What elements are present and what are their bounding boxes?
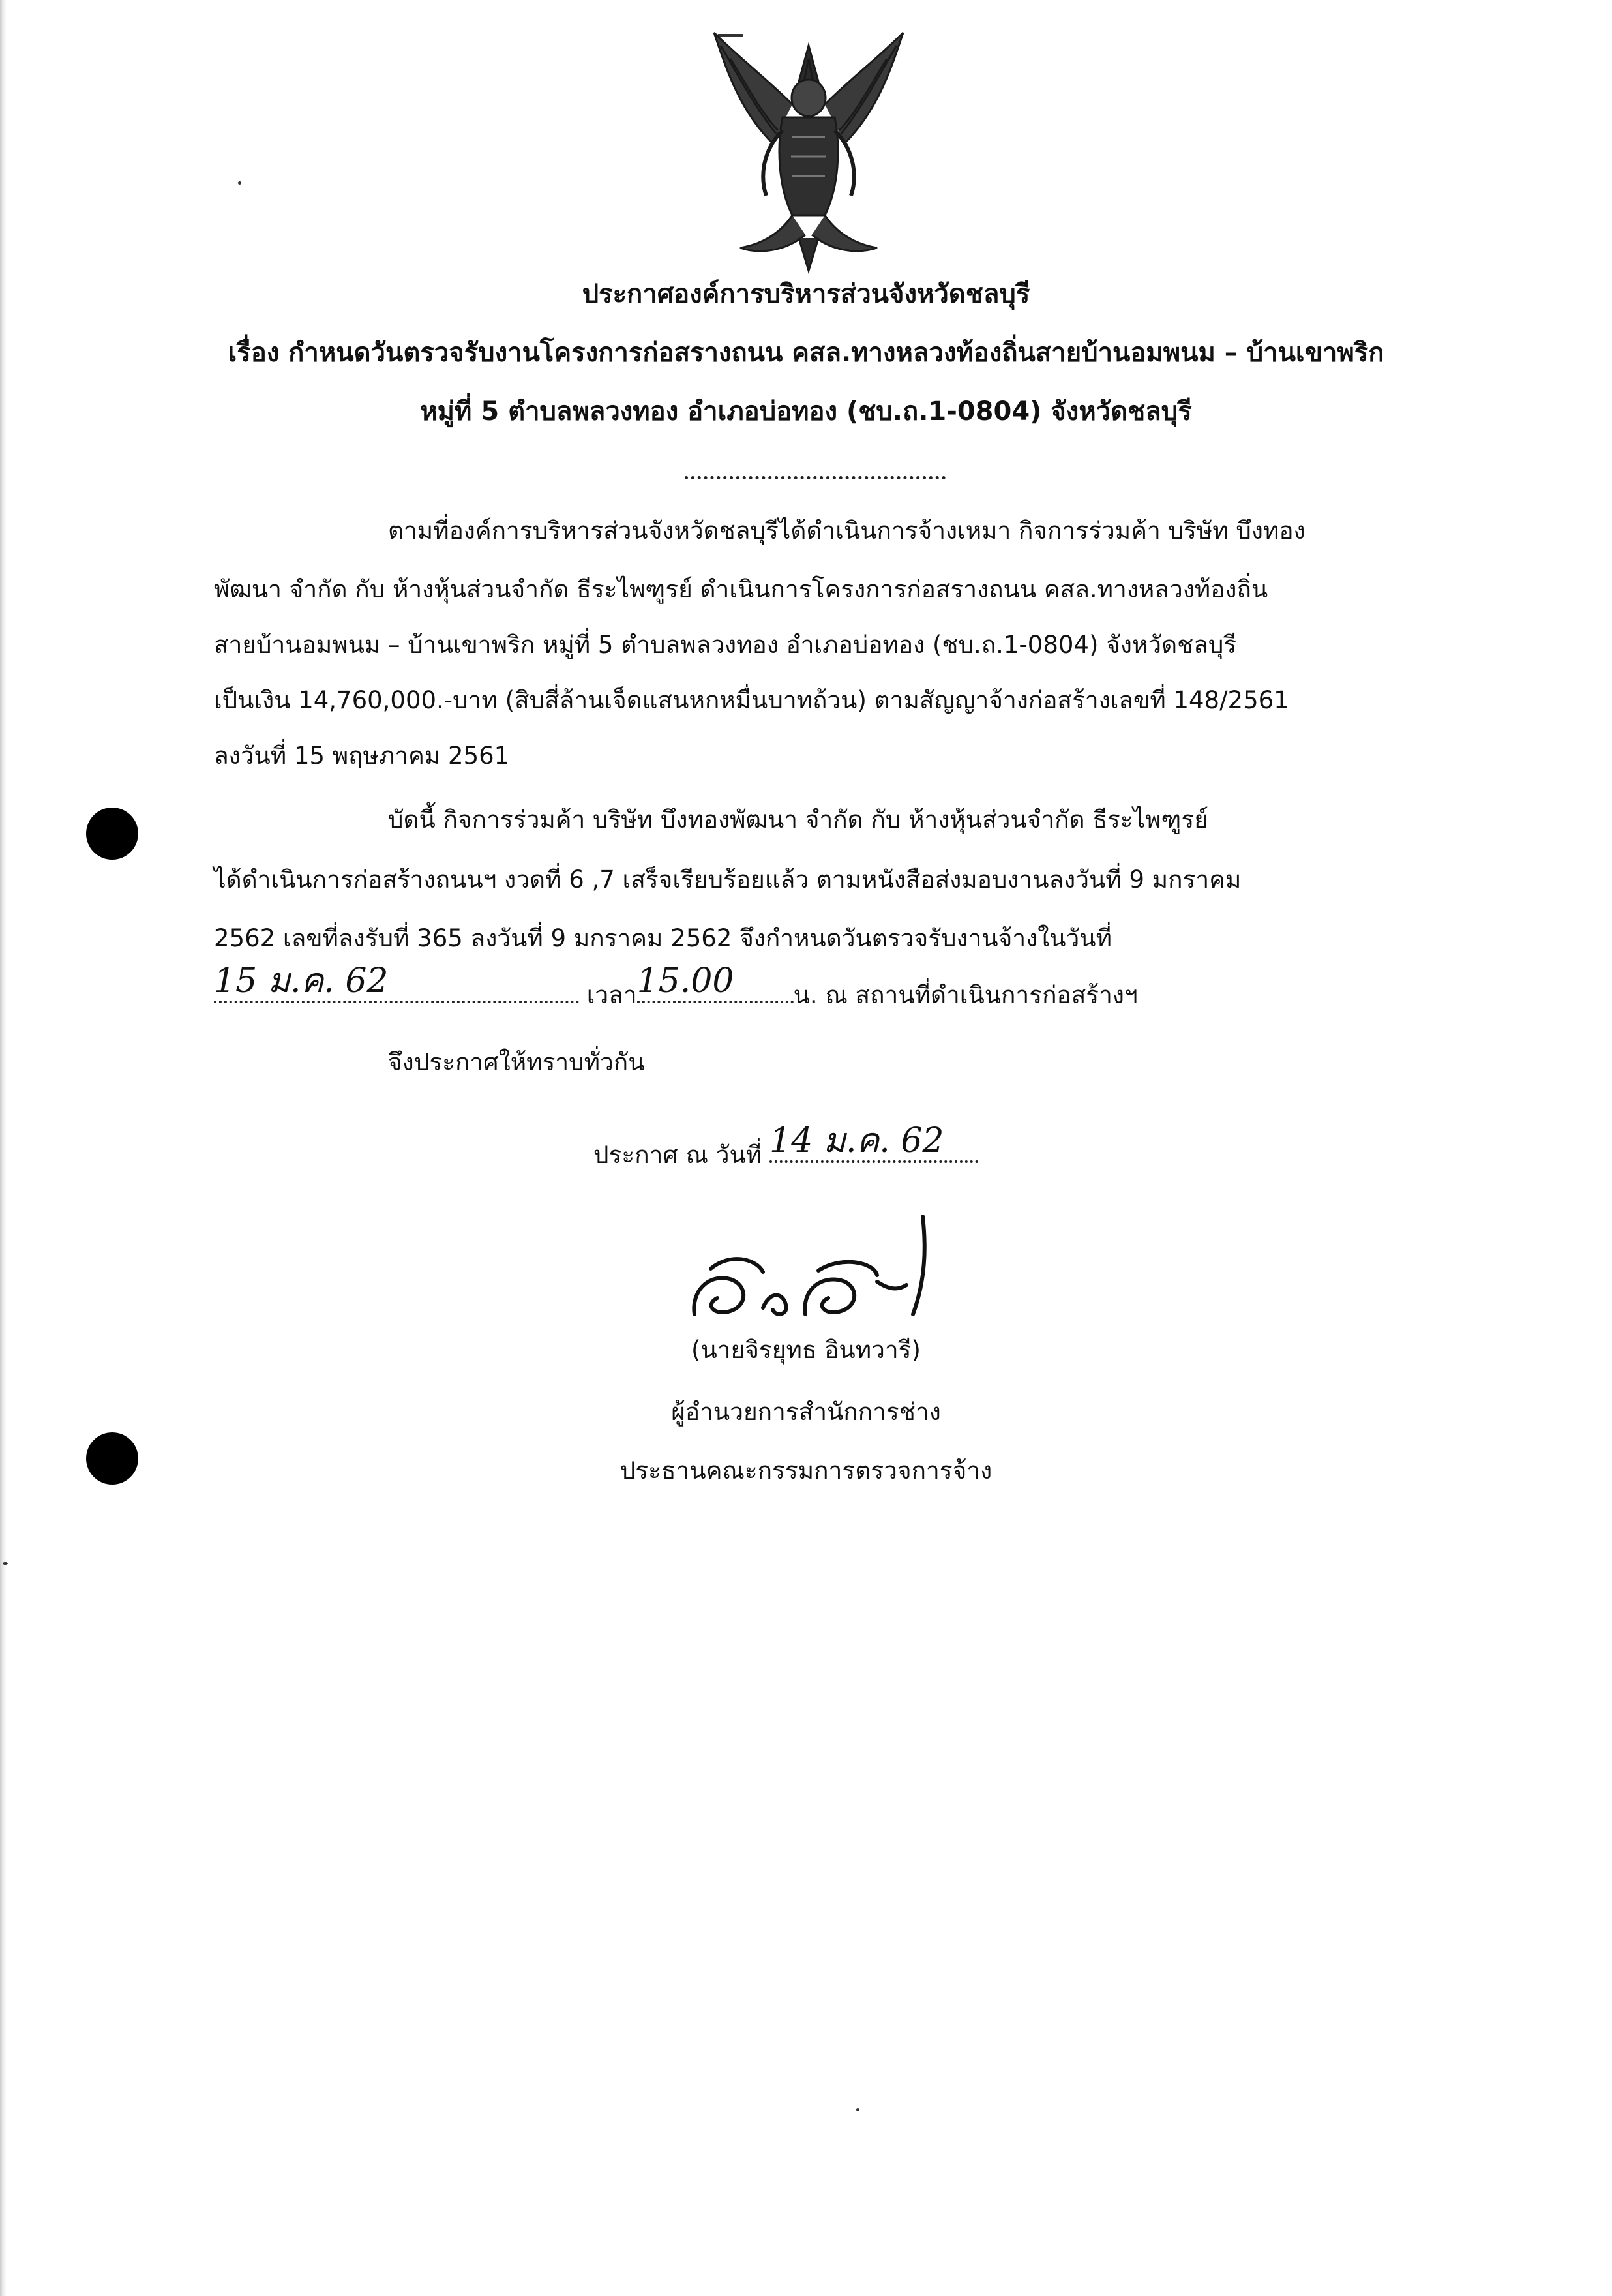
scan-speck [3, 1562, 8, 1565]
paragraph-1-line: ลงวันที่ 15 พฤษภาคม 2561 [214, 742, 510, 770]
inspection-date-blank [214, 961, 579, 1003]
punch-hole [86, 808, 138, 860]
inspection-date-line [214, 961, 1138, 1009]
announcement-date-blank [769, 1121, 978, 1163]
subject-line-continued: หมู่ที่ 5 ตำบลพลวงทอง อำเภอบ่อทอง (ชบ.ถ.1-0804) จังหวัดชลบุรี [420, 397, 1192, 427]
inspection-time-blank [636, 961, 794, 1003]
closing-statement: จึงประกาศให้ทราบทั่วกัน [388, 1048, 645, 1076]
scan-speck [856, 2108, 859, 2111]
paragraph-2-line: บัดนี้ กิจการร่วมค้า บริษัท บึงทองพัฒนา จำกัด กับ ห้างหุ้นส่วนจำกัด ธีระไพฑูรย์ [388, 806, 1208, 834]
document-title: ประกาศองค์การบริหารส่วนจังหวัดชลบุรี [582, 279, 1030, 309]
garuda-emblem-icon [701, 20, 916, 280]
paragraph-1-line: ตามที่องค์การบริหารส่วนจังหวัดชลบุรีได้ดำเนินการจ้างเหมา กิจการร่วมค้า บริษัท บึงทอง [388, 517, 1306, 545]
time-label: เวลา [586, 981, 637, 1009]
signatory-committee-role: ประธานคณะกรรมการตรวจการจ้าง [619, 1457, 993, 1485]
paragraph-2-line: ได้ดำเนินการก่อสร้างถนนฯ งวดที่ 6 ,7 เสร็จเรียบร้อยแล้ว ตามหนังสือส่งมอบงานลงวันที่ 9 มกราคม [214, 866, 1242, 894]
header-separator [685, 476, 946, 479]
paragraph-1-line: พัฒนา จำกัด กับ ห้างหุ้นส่วนจำกัด ธีระไพฑูรย์ ดำเนินการโครงการก่อสรางถนน คสล.ทางหลวงท้องถิ่น [214, 575, 1268, 603]
paragraph-1-line: สายบ้านอมพนม – บ้านเขาพริก หมู่ที่ 5 ตำบลพลวงทอง อำเภอบ่อทอง (ชบ.ถ.1-0804) จังหวัดชลบุรี [214, 631, 1237, 659]
inspection-date-handwritten: 15 ม.ค. 62 [214, 961, 389, 1001]
inspection-time-handwritten: 15.00 [636, 961, 734, 1001]
subject-line: เรื่อง กำหนดวันตรวจรับงานโครงการก่อสรางถนน คสล.ทางหลวงท้องถิ่นสายบ้านอมพนม – บ้านเขาพริก [228, 338, 1384, 368]
paragraph-1-line: เป็นเงิน 14,760,000.-บาท (สิบสี่ล้านเจ็ดแสนหกหมื่นบาทถ้วน) ตามสัญญาจ้างก่อสร้างเลขที่ 148/2561 [214, 686, 1289, 714]
announcement-label: ประกาศ ณ วันที่ [593, 1141, 762, 1169]
scan-speck [238, 181, 241, 185]
handwritten-signature [678, 1200, 959, 1331]
announcement-date-handwritten: 14 ม.ค. 62 [769, 1121, 944, 1160]
paragraph-2-line: 2562 เลขที่ลงรับที่ 365 ลงวันที่ 9 มกราคม 2562 จึงกำหนดวันตรวจรับงานจ้างในวันที่ [214, 924, 1112, 952]
announcement-date-line [593, 1121, 978, 1169]
signatory-position: ผู้อำนวยการสำนักการช่าง [671, 1398, 941, 1426]
signatory-name: (นายจิรยุทธ อินทวารี) [691, 1336, 921, 1364]
location-text: น. ณ สถานที่ดำเนินการก่อสร้างฯ [793, 981, 1138, 1009]
